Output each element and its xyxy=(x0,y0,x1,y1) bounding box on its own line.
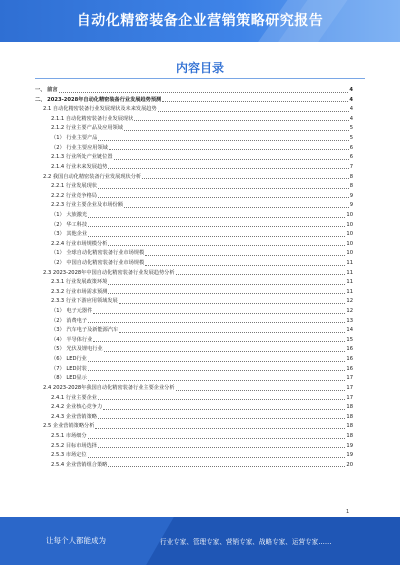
toc-leader-dots xyxy=(88,361,346,362)
toc-entry[interactable] xyxy=(35,451,353,461)
toc-entry[interactable] xyxy=(35,403,353,413)
toc-entry-page: 12 xyxy=(346,298,353,305)
toc-entry-title: 2.1.1 自动化精密装备行业发展现状 xyxy=(51,115,134,122)
toc-entry[interactable] xyxy=(35,182,353,192)
toc-entry-page: 6 xyxy=(349,154,353,161)
toc-entry[interactable] xyxy=(35,192,353,202)
toc-entry-page: 10 xyxy=(346,250,353,257)
toc-entry[interactable] xyxy=(35,374,353,384)
toc-entry-page: 10 xyxy=(346,211,353,218)
toc-entry-page: 13 xyxy=(346,317,353,324)
footer-slogan: 让每个人都能成为 xyxy=(46,536,106,545)
toc-leader-dots xyxy=(119,303,346,304)
toc-leader-dots xyxy=(88,370,346,371)
toc-leader-dots xyxy=(59,92,349,93)
toc-entry[interactable] xyxy=(35,96,353,106)
toc-entry-title: 2.2.2 行业竞争格局 xyxy=(51,192,97,199)
toc-entry-title: 2.4.2 企业核心竞争力 xyxy=(51,404,103,411)
toc-entry-title: 2.3.2 行业市场需求预测 xyxy=(51,288,108,295)
toc-entry[interactable] xyxy=(35,442,353,452)
toc-entry[interactable] xyxy=(35,86,353,96)
toc-entry[interactable] xyxy=(35,461,353,471)
report-header-bar xyxy=(0,0,400,42)
toc-leader-dots xyxy=(176,390,346,391)
toc-entry-title: 2.5.3 市场定位 xyxy=(51,452,87,459)
toc-entry-page: 5 xyxy=(349,125,353,132)
toc-leader-dots xyxy=(98,140,348,141)
table-of-contents xyxy=(35,86,353,470)
toc-entry-page: 11 xyxy=(346,259,353,266)
toc-leader-dots xyxy=(93,341,345,342)
toc-entry[interactable] xyxy=(35,413,353,423)
toc-leader-dots xyxy=(88,217,345,218)
toc-entry-title: 2.3.1 行业发展政策环境 xyxy=(51,279,108,286)
toc-leader-dots xyxy=(98,188,349,189)
toc-leader-dots xyxy=(88,457,346,458)
toc-entry[interactable] xyxy=(35,105,353,115)
toc-leader-dots xyxy=(103,409,345,410)
toc-entry-page: 8 xyxy=(349,183,353,190)
toc-entry-title: 2.2.4 行业市场规模分析 xyxy=(51,240,108,247)
toc-entry-page: 4 xyxy=(349,96,353,103)
toc-entry-title: （4） 半导体行业 xyxy=(51,336,93,343)
report-title: 自动化精密装备企业营销策略研究报告 xyxy=(76,13,324,29)
toc-entry[interactable] xyxy=(35,394,353,404)
toc-leader-dots xyxy=(124,130,349,131)
toc-entry[interactable] xyxy=(35,422,353,432)
toc-leader-dots xyxy=(109,149,349,150)
toc-entry-page: 10 xyxy=(346,231,353,238)
toc-entry-title: （2） 消费电子 xyxy=(51,317,88,324)
toc-entry[interactable] xyxy=(35,144,353,154)
toc-leader-dots xyxy=(93,313,345,314)
toc-entry[interactable] xyxy=(35,432,353,442)
toc-entry-page: 9 xyxy=(349,192,353,199)
toc-entry-title: 2.5.2 目标市场选择 xyxy=(51,442,97,449)
toc-entry-page: 6 xyxy=(349,144,353,151)
toc-entry[interactable] xyxy=(35,163,353,173)
toc-entry-title: 2.5.1 市场细分 xyxy=(51,432,87,439)
toc-entry-page: 18 xyxy=(346,404,353,411)
toc-entry[interactable] xyxy=(35,355,353,365)
toc-entry[interactable] xyxy=(35,230,353,240)
toc-entry-title: （3） 汽车电子及新能源汽车 xyxy=(51,327,119,334)
toc-entry-title: （1） 全球自动化精密装备行业市场规模 xyxy=(51,250,145,257)
toc-leader-dots xyxy=(88,380,346,381)
toc-entry-title: 2.1.2 行业主要产品及应用领域 xyxy=(51,125,123,132)
toc-entry-page: 16 xyxy=(346,365,353,372)
toc-entry[interactable] xyxy=(35,259,353,269)
toc-entry-title: （2） 中国自动化精密装备行业市场规模 xyxy=(51,259,145,266)
toc-entry-title: （7） LED封装 xyxy=(51,365,87,372)
footer-tagline: 行业专家、管理专家、营销专家、战略专家、运营专家…… xyxy=(160,538,332,546)
toc-entry[interactable] xyxy=(35,345,353,355)
toc-entry-title: （2） 华工科技 xyxy=(51,221,88,228)
toc-entry-page: 16 xyxy=(346,346,353,353)
toc-entry-page: 18 xyxy=(346,432,353,439)
toc-entry-page: 5 xyxy=(349,135,353,142)
toc-entry-title: 一、 前言 xyxy=(35,87,58,94)
toc-entry-title: 2.1.3 行业所处产业链位置 xyxy=(51,154,113,161)
toc-entry-title: 2.2.1 行业发展现状 xyxy=(51,183,97,190)
toc-entry-title: （8） LED显示 xyxy=(51,375,87,382)
toc-leader-dots xyxy=(176,274,346,275)
toc-entry-title: 2.5.4 企业营销组合策略 xyxy=(51,461,108,468)
toc-entry-title: 2.1.4 行业未来发展趋势 xyxy=(51,163,108,170)
toc-entry-title: （1） 大族激光 xyxy=(51,211,88,218)
toc-leader-dots xyxy=(134,120,348,121)
toc-entry-title: 2.4.3 企业营销策略 xyxy=(51,413,97,420)
toc-leader-dots xyxy=(142,178,349,179)
toc-entry[interactable] xyxy=(35,278,353,288)
toc-entry[interactable] xyxy=(35,288,353,298)
toc-entry-page: 11 xyxy=(346,269,353,276)
toc-entry-title: 2.5 企业营销策略分析 xyxy=(43,423,95,430)
toc-leader-dots xyxy=(108,466,345,467)
toc-entry-page: 4 xyxy=(349,106,353,113)
toc-entry-title: 2.2.3 行业主要企业及市场份额 xyxy=(51,202,123,209)
toc-entry-page: 7 xyxy=(349,163,353,170)
toc-entry[interactable] xyxy=(35,249,353,259)
toc-entry-page: 11 xyxy=(346,279,353,286)
toc-leader-dots xyxy=(108,284,345,285)
toc-entry[interactable] xyxy=(35,336,353,346)
toc-entry-page: 12 xyxy=(346,308,353,315)
toc-entry-title: （3） 其他企业 xyxy=(51,231,88,238)
footer-bar xyxy=(0,517,400,565)
toc-entry[interactable] xyxy=(35,172,353,182)
heading-divider xyxy=(35,78,365,79)
toc-leader-dots xyxy=(88,322,345,323)
toc-leader-dots xyxy=(88,438,346,439)
toc-entry-page: 18 xyxy=(346,423,353,430)
toc-entry-page: 20 xyxy=(346,461,353,468)
toc-entry-title: （5） 光伏及锂电行业 xyxy=(51,346,103,353)
toc-leader-dots xyxy=(95,428,345,429)
toc-entry-page: 4 xyxy=(349,115,353,122)
toc-entry-title: （1） 电子元器件 xyxy=(51,308,93,315)
toc-heading: 内容目录 xyxy=(175,61,224,75)
toc-entry-page: 10 xyxy=(346,240,353,247)
toc-leader-dots xyxy=(124,207,349,208)
toc-leader-dots xyxy=(108,245,345,246)
toc-entry[interactable] xyxy=(35,221,353,231)
toc-entry-title: 2.1 自动化精密装备行业发展现状及未来发展趋势 xyxy=(43,106,157,113)
toc-entry-page: 9 xyxy=(349,202,353,209)
toc-entry[interactable] xyxy=(35,297,353,307)
toc-entry-page: 18 xyxy=(346,413,353,420)
toc-entry[interactable] xyxy=(35,307,353,317)
toc-entry[interactable] xyxy=(35,384,353,394)
toc-entry-title: 2.2 我国自动化精密装备行业发展现状分析 xyxy=(43,173,142,180)
toc-leader-dots xyxy=(88,226,345,227)
toc-entry[interactable] xyxy=(35,153,353,163)
toc-leader-dots xyxy=(98,447,345,448)
toc-entry-title: （6） LED行业 xyxy=(51,356,87,363)
toc-entry[interactable] xyxy=(35,211,353,221)
toc-entry-page: 19 xyxy=(346,442,353,449)
toc-entry-page: 10 xyxy=(346,221,353,228)
toc-entry[interactable] xyxy=(35,201,353,211)
toc-entry-page: 16 xyxy=(346,356,353,363)
toc-entry-page: 8 xyxy=(349,173,353,180)
toc-entry-title: 2.4 2023-2028年我国自动化精密装备行业主要企业分析 xyxy=(43,384,175,391)
toc-entry[interactable] xyxy=(35,365,353,375)
toc-entry[interactable] xyxy=(35,115,353,125)
toc-entry-page: 15 xyxy=(346,336,353,343)
toc-entry-title: 2.3 2023-2028年中国自动化精密装备行业发展趋势分析 xyxy=(43,269,175,276)
toc-leader-dots xyxy=(145,265,345,266)
toc-leader-dots xyxy=(162,101,348,102)
toc-entry[interactable] xyxy=(35,134,353,144)
toc-entry[interactable] xyxy=(35,124,353,134)
toc-leader-dots xyxy=(114,159,349,160)
toc-entry-page: 4 xyxy=(349,87,353,94)
toc-leader-dots xyxy=(158,111,349,112)
toc-entry-page: 17 xyxy=(346,394,353,401)
toc-leader-dots xyxy=(88,236,345,237)
toc-entry[interactable] xyxy=(35,269,353,279)
toc-entry-page: 11 xyxy=(346,288,353,295)
toc-leader-dots xyxy=(119,332,345,333)
toc-entry[interactable] xyxy=(35,326,353,336)
toc-entry-page: 14 xyxy=(346,327,353,334)
toc-leader-dots xyxy=(108,168,348,169)
toc-entry-title: 2.4.1 行业主要企业 xyxy=(51,394,97,401)
toc-entry-title: 2.3.3 行业下游应用领域发展 xyxy=(51,298,118,305)
toc-entry[interactable] xyxy=(35,317,353,327)
page-marker: 1 xyxy=(346,509,350,515)
toc-entry-title: 二、 2023-2028年自动化精密装备行业发展趋势预测 xyxy=(35,96,162,103)
toc-leader-dots xyxy=(98,418,345,419)
toc-entry-page: 19 xyxy=(346,452,353,459)
toc-entry-page: 17 xyxy=(346,375,353,382)
toc-leader-dots xyxy=(98,197,349,198)
toc-entry[interactable] xyxy=(35,240,353,250)
toc-leader-dots xyxy=(98,399,345,400)
toc-entry-title: （2） 行业主要应用领域 xyxy=(51,144,108,151)
toc-leader-dots xyxy=(104,351,346,352)
toc-entry-title: （1） 行业主要产品 xyxy=(51,135,98,142)
toc-entry-page: 17 xyxy=(346,384,353,391)
toc-leader-dots xyxy=(145,255,345,256)
toc-leader-dots xyxy=(108,293,345,294)
